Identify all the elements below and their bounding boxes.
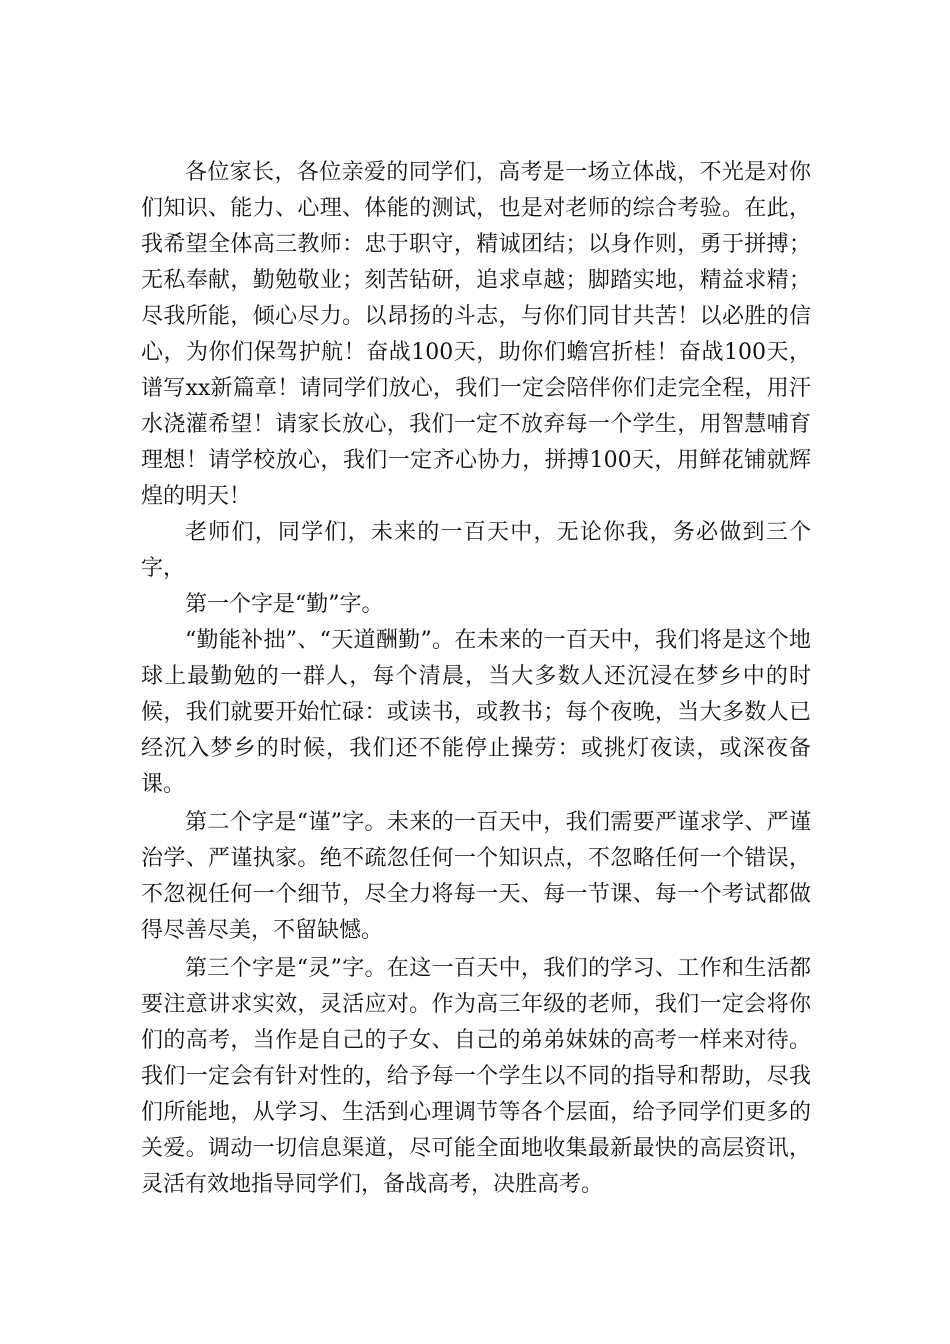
paragraph-first-word-heading: 第一个字是“勤”字。 bbox=[185, 592, 384, 617]
paragraph-flexibility: 第三个字是“灵”字。在这一百天中，我们的学习、工作和生活都要注意讲求实效，灵活应对。作为高三年级的老师，我们一定会将你们的高考，当作是自己的子女、自己的弟弟妹妹的高考一样来对待。我们一定会有针对性的，给予每一个学生以不同的指导和帮助，尽我们所能地，从学习、生活到心理调节等各个层面，给予同学们更多的关爱。调动一切信息渠道，尽可能全面地收集最新最快的高层资讯，灵活有效地指导同学们，备战高考，决胜高考。 bbox=[141, 956, 811, 1197]
paragraph-rigor: 第二个字是“谨”字。未来的一百天中，我们需要严谨求学、严谨治学、严谨执家。绝不疏忽任何一个知识点，不忽略任何一个错误，不忽视任何一个细节，尽全力将每一天、每一节课、每一个考试都做得尽善尽美，不留缺憾。 bbox=[141, 810, 811, 943]
paragraph-three-words: 老师们，同学们，未来的一百天中，无论你我，务必做到三个字， bbox=[141, 520, 811, 581]
paragraph-diligence: “勤能补拙”、“天道酬勤”。在未来的一百天中，我们将是这个地球上最勤勉的一群人，每个清晨，当大多数人还沉浸在梦乡中的时候，我们就要开始忙碌：或读书，或教书；每个夜晚，当大多数人已经沉入梦乡的时候，我们还不能停止操劳：或挑灯夜读，或深夜备课。 bbox=[141, 628, 811, 797]
document-body bbox=[141, 155, 811, 1203]
paragraph-intro: 各位家长，各位亲爱的同学们，高考是一场立体战，不光是对你们知识、能力、心理、体能的测试，也是对老师的综合考验。在此，我希望全体高三教师：忠于职守，精诚团结；以身作则，勇于拼搏；无私奉献，勤勉敬业；刻苦钻研，追求卓越；脚踏实地，精益求精；尽我所能，倾心尽力。以昂扬的斗志，与你们同甘共苦！以必胜的信心，为你们保驾护航！奋战100天，助你们蟾宫折桂！奋战100天，谱写xx新篇章！请同学们放心，我们一定会陪伴你们走完全程，用汗水浇灌希望！请家长放心，我们一定不放弃每一个学生，用智慧哺育理想！请学校放心，我们一定齐心协力，拼搏100天，用鲜花铺就辉煌的明天！ bbox=[141, 160, 812, 509]
